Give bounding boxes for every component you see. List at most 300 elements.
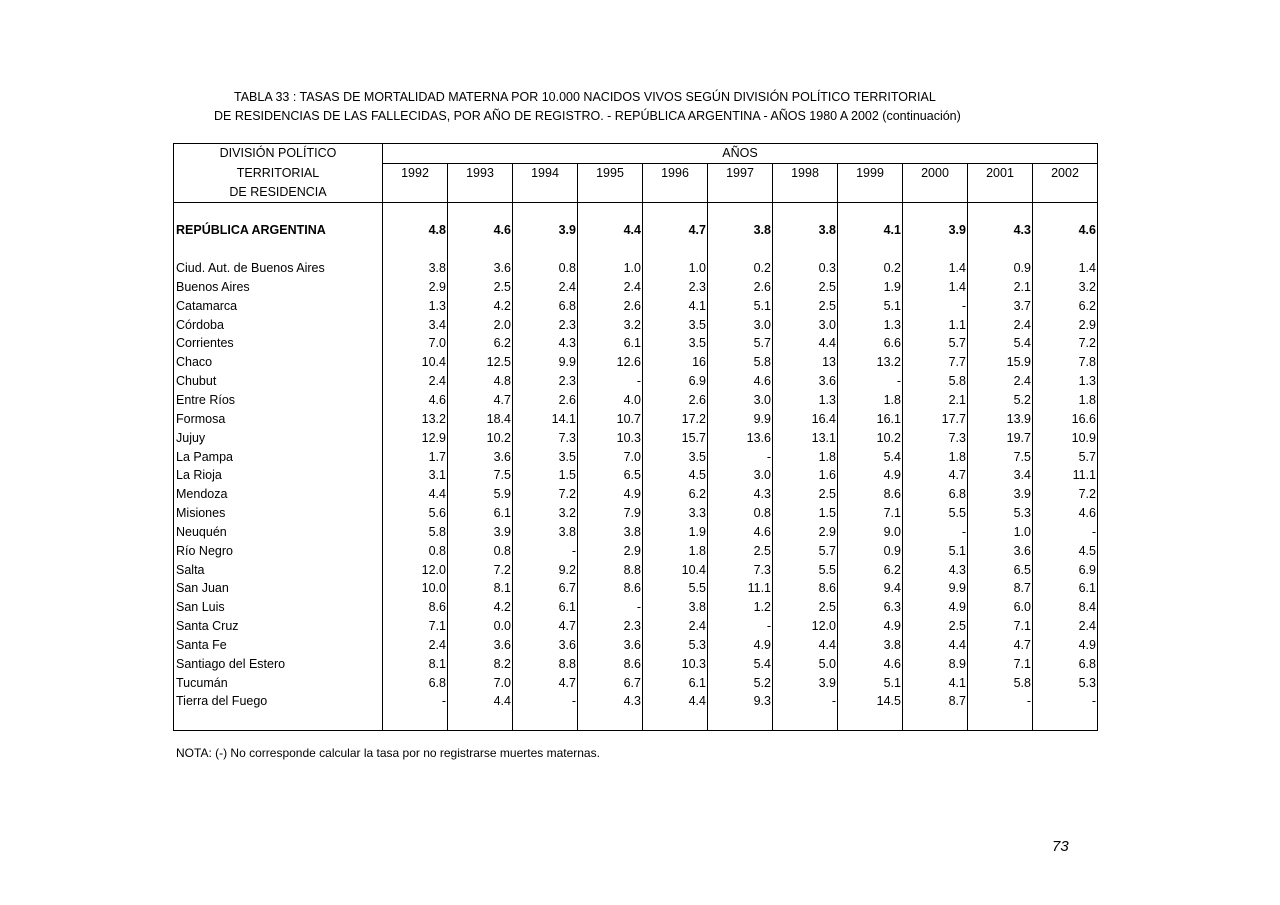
rate-cell: 2.9 [1033, 316, 1098, 335]
total-value: 3.8 [708, 221, 773, 240]
rate-cell: 1.8 [838, 391, 903, 410]
table-row [174, 674, 1098, 693]
rate-cell: 3.6 [448, 448, 513, 467]
spacer-row [174, 202, 1098, 221]
rate-cell: - [708, 448, 773, 467]
rate-cell: - [513, 692, 578, 711]
province-name: Chaco [174, 353, 383, 372]
rate-cell: 4.1 [903, 674, 968, 693]
rate-cell: 8.7 [968, 579, 1033, 598]
total-value: 3.8 [773, 221, 838, 240]
table-row [174, 259, 1098, 278]
rate-cell: 3.9 [773, 674, 838, 693]
rate-cell: 7.5 [968, 448, 1033, 467]
rate-cell: 12.5 [448, 353, 513, 372]
rate-cell: 3.0 [708, 316, 773, 335]
rate-cell: 6.2 [643, 485, 708, 504]
rate-cell: 5.1 [708, 297, 773, 316]
rate-cell: 4.4 [448, 692, 513, 711]
rate-cell: 2.5 [773, 598, 838, 617]
rate-cell: 4.2 [448, 598, 513, 617]
rate-cell: 2.4 [1033, 617, 1098, 636]
rate-cell: 10.2 [838, 429, 903, 448]
rate-cell: 4.9 [903, 598, 968, 617]
rate-cell: 7.0 [578, 448, 643, 467]
rate-cell: 1.5 [513, 466, 578, 485]
rate-cell: 1.8 [643, 542, 708, 561]
rate-cell: 2.6 [643, 391, 708, 410]
table-row [174, 391, 1098, 410]
rate-cell: - [513, 542, 578, 561]
table-row [174, 297, 1098, 316]
rate-cell: 11.1 [708, 579, 773, 598]
rate-cell: 13.6 [708, 429, 773, 448]
year-header: 1996 [643, 163, 708, 182]
table-row [174, 636, 1098, 655]
spacer-row [174, 240, 1098, 259]
rate-cell: 3.2 [513, 504, 578, 523]
province-name: Santiago del Estero [174, 655, 383, 674]
division-header-line-1: DIVISIÓN POLÍTICO [174, 144, 383, 164]
rate-cell: 6.9 [643, 372, 708, 391]
rate-cell: 13.9 [968, 410, 1033, 429]
rate-cell: 6.8 [513, 297, 578, 316]
rate-cell: 8.9 [903, 655, 968, 674]
rate-cell: 2.9 [383, 278, 448, 297]
rate-cell: 2.1 [968, 278, 1033, 297]
rate-cell: 4.7 [968, 636, 1033, 655]
rate-cell: 10.3 [643, 655, 708, 674]
total-value: 4.4 [578, 221, 643, 240]
rate-cell: 7.1 [968, 655, 1033, 674]
table-title [174, 88, 1094, 126]
rate-cell: 5.7 [903, 334, 968, 353]
province-name: Salta [174, 561, 383, 580]
rate-cell: 5.1 [838, 674, 903, 693]
rate-cell: 5.8 [383, 523, 448, 542]
province-name: Santa Cruz [174, 617, 383, 636]
rate-cell: 10.0 [383, 579, 448, 598]
rate-cell: 17.2 [643, 410, 708, 429]
rate-cell: 2.9 [773, 523, 838, 542]
rate-cell: 7.2 [513, 485, 578, 504]
rate-cell: 9.3 [708, 692, 773, 711]
rate-cell: 1.3 [773, 391, 838, 410]
rate-cell: 4.4 [383, 485, 448, 504]
rate-cell: 7.8 [1033, 353, 1098, 372]
rate-cell: 5.8 [708, 353, 773, 372]
rate-cell: 5.3 [643, 636, 708, 655]
rate-cell: 3.0 [708, 391, 773, 410]
rate-cell: 8.1 [383, 655, 448, 674]
rate-cell: 4.4 [643, 692, 708, 711]
province-name: Tierra del Fuego [174, 692, 383, 711]
rate-cell: 2.5 [773, 297, 838, 316]
rate-cell: 7.1 [383, 617, 448, 636]
rate-cell: 1.5 [773, 504, 838, 523]
rate-cell: 2.4 [643, 617, 708, 636]
rate-cell: 1.7 [383, 448, 448, 467]
rate-cell: 2.0 [448, 316, 513, 335]
rate-cell: 11.1 [1033, 466, 1098, 485]
table-row [174, 448, 1098, 467]
rate-cell: 2.5 [448, 278, 513, 297]
rate-cell: 4.6 [708, 372, 773, 391]
rate-cell: 4.6 [1033, 504, 1098, 523]
province-name: Río Negro [174, 542, 383, 561]
rate-cell: 0.8 [448, 542, 513, 561]
rate-cell: 2.3 [578, 617, 643, 636]
total-value: 4.8 [383, 221, 448, 240]
year-header: 1998 [773, 163, 838, 182]
table-row [174, 692, 1098, 711]
province-name: Misiones [174, 504, 383, 523]
province-name: Neuquén [174, 523, 383, 542]
table-row [174, 485, 1098, 504]
year-header: 2001 [968, 163, 1033, 182]
total-value: 4.6 [1033, 221, 1098, 240]
table-row [174, 466, 1098, 485]
rate-cell: 7.9 [578, 504, 643, 523]
table-row [174, 429, 1098, 448]
rate-cell: 5.7 [708, 334, 773, 353]
rate-cell: 3.7 [968, 297, 1033, 316]
rate-cell: - [383, 692, 448, 711]
rate-cell: 7.2 [1033, 485, 1098, 504]
rate-cell: 5.4 [968, 334, 1033, 353]
rate-cell: - [708, 617, 773, 636]
rate-cell: 4.1 [643, 297, 708, 316]
province-name: La Pampa [174, 448, 383, 467]
rate-cell: 3.4 [968, 466, 1033, 485]
rate-cell: 7.3 [903, 429, 968, 448]
table-row [174, 655, 1098, 674]
province-name: Córdoba [174, 316, 383, 335]
rate-cell: 5.4 [838, 448, 903, 467]
rate-cell: 4.9 [578, 485, 643, 504]
rate-cell: 1.0 [968, 523, 1033, 542]
rate-cell: 2.4 [578, 278, 643, 297]
table-row [174, 504, 1098, 523]
rate-cell: 3.0 [708, 466, 773, 485]
rate-cell: 16.6 [1033, 410, 1098, 429]
rate-cell: 6.2 [448, 334, 513, 353]
rate-cell: 13 [773, 353, 838, 372]
rate-cell: 0.8 [708, 504, 773, 523]
rate-cell: 1.0 [578, 259, 643, 278]
rate-cell: 6.8 [383, 674, 448, 693]
rate-cell: 7.2 [448, 561, 513, 580]
rate-cell: 10.7 [578, 410, 643, 429]
rate-cell: 2.5 [903, 617, 968, 636]
rate-cell: 12.0 [773, 617, 838, 636]
rate-cell: 2.6 [578, 297, 643, 316]
year-header: 1992 [383, 163, 448, 182]
rate-cell: 4.4 [773, 334, 838, 353]
rate-cell: 3.9 [448, 523, 513, 542]
rate-cell: 3.5 [643, 448, 708, 467]
rate-cell: 3.8 [643, 598, 708, 617]
rate-cell: 5.0 [773, 655, 838, 674]
rate-cell: 8.6 [578, 579, 643, 598]
rate-cell: 4.8 [448, 372, 513, 391]
table-row [174, 579, 1098, 598]
table-row [174, 561, 1098, 580]
year-header: 1993 [448, 163, 513, 182]
table-row [174, 542, 1098, 561]
rate-cell: 7.5 [448, 466, 513, 485]
rate-cell: 16.4 [773, 410, 838, 429]
rate-cell: 6.9 [1033, 561, 1098, 580]
rate-cell: 5.1 [903, 542, 968, 561]
rate-cell: 3.6 [513, 636, 578, 655]
rate-cell: 10.4 [383, 353, 448, 372]
header-row-1 [174, 144, 1098, 164]
rate-cell: 1.2 [708, 598, 773, 617]
rate-cell: 15.9 [968, 353, 1033, 372]
rate-cell: 16.1 [838, 410, 903, 429]
province-name: Tucumán [174, 674, 383, 693]
rate-cell: 4.3 [513, 334, 578, 353]
rate-cell: - [1033, 692, 1098, 711]
rate-cell: 5.6 [383, 504, 448, 523]
rate-cell: 9.2 [513, 561, 578, 580]
rate-cell: 3.6 [448, 259, 513, 278]
rate-cell: 10.3 [578, 429, 643, 448]
rate-cell: 0.2 [838, 259, 903, 278]
rate-cell: - [773, 692, 838, 711]
rate-cell: 3.2 [578, 316, 643, 335]
rate-cell: 2.3 [513, 316, 578, 335]
rate-cell: 1.3 [1033, 372, 1098, 391]
rate-cell: 6.8 [1033, 655, 1098, 674]
rate-cell: 6.5 [968, 561, 1033, 580]
rate-cell: 5.5 [903, 504, 968, 523]
rate-cell: 4.5 [643, 466, 708, 485]
rate-cell: 5.1 [838, 297, 903, 316]
title-line-1: TABLA 33 : TASAS DE MORTALIDAD MATERNA POR 10.000 NACIDOS VIVOS SEGÚN DIVISIÓN POLÍTICO TERRITORIAL [234, 90, 936, 104]
province-name: San Luis [174, 598, 383, 617]
year-header: 1999 [838, 163, 903, 182]
rate-cell: - [1033, 523, 1098, 542]
rate-cell: 5.3 [968, 504, 1033, 523]
province-name: Corrientes [174, 334, 383, 353]
rate-cell: 12.0 [383, 561, 448, 580]
anos-header: AÑOS [383, 144, 1098, 164]
rate-cell: 1.6 [773, 466, 838, 485]
rate-cell: 1.9 [838, 278, 903, 297]
rate-cell: 0.2 [708, 259, 773, 278]
province-name: Chubut [174, 372, 383, 391]
rate-cell: 1.3 [838, 316, 903, 335]
table-row [174, 523, 1098, 542]
total-value: 3.9 [513, 221, 578, 240]
rate-cell: 2.4 [968, 372, 1033, 391]
rate-cell: 4.5 [1033, 542, 1098, 561]
rate-cell: 4.4 [903, 636, 968, 655]
mortality-table [173, 143, 1098, 731]
rate-cell: 8.6 [838, 485, 903, 504]
rate-cell: 2.1 [903, 391, 968, 410]
rate-cell: 3.1 [383, 466, 448, 485]
rate-cell: - [578, 372, 643, 391]
rate-cell: - [838, 372, 903, 391]
rate-cell: 7.1 [838, 504, 903, 523]
rate-cell: 5.8 [903, 372, 968, 391]
province-name: Formosa [174, 410, 383, 429]
rate-cell: 4.7 [513, 617, 578, 636]
table-row [174, 372, 1098, 391]
rate-cell: 5.5 [773, 561, 838, 580]
rate-cell: 2.4 [383, 636, 448, 655]
rate-cell: 3.5 [643, 334, 708, 353]
rate-cell: 4.0 [578, 391, 643, 410]
table-row [174, 598, 1098, 617]
rate-cell: 8.8 [513, 655, 578, 674]
rate-cell: 18.4 [448, 410, 513, 429]
rate-cell: 3.4 [383, 316, 448, 335]
table-row [174, 617, 1098, 636]
rate-cell: 8.8 [578, 561, 643, 580]
rate-cell: 1.4 [1033, 259, 1098, 278]
rate-cell: 2.4 [513, 278, 578, 297]
rate-cell: - [903, 297, 968, 316]
division-header-line-2: TERRITORIAL [174, 163, 383, 182]
title-line-2: DE RESIDENCIAS DE LAS FALLECIDAS, POR AÑO DE REGISTRO. - REPÚBLICA ARGENTINA - AÑOS 1980 A 2002 (continuación) [214, 109, 961, 123]
rate-cell: 4.7 [513, 674, 578, 693]
table-row [174, 278, 1098, 297]
rate-cell: 9.4 [838, 579, 903, 598]
rate-cell: 1.4 [903, 278, 968, 297]
province-name: Ciud. Aut. de Buenos Aires [174, 259, 383, 278]
rate-cell: 8.4 [1033, 598, 1098, 617]
rate-cell: 4.9 [838, 617, 903, 636]
rate-cell: 8.6 [383, 598, 448, 617]
rate-cell: 0.8 [513, 259, 578, 278]
rate-cell: 6.7 [513, 579, 578, 598]
province-name: Entre Ríos [174, 391, 383, 410]
rate-cell: 5.9 [448, 485, 513, 504]
rate-cell: 5.7 [1033, 448, 1098, 467]
rate-cell: 1.8 [1033, 391, 1098, 410]
rate-cell: 6.1 [643, 674, 708, 693]
rate-cell: 6.2 [1033, 297, 1098, 316]
rate-cell: 15.7 [643, 429, 708, 448]
rate-cell: 6.1 [448, 504, 513, 523]
header-row-3 [174, 183, 1098, 202]
rate-cell: 3.2 [1033, 278, 1098, 297]
rate-cell: 6.7 [578, 674, 643, 693]
rate-cell: 13.1 [773, 429, 838, 448]
rate-cell: 7.0 [383, 334, 448, 353]
rate-cell: 3.8 [513, 523, 578, 542]
rate-cell: 3.6 [578, 636, 643, 655]
rate-cell: 10.9 [1033, 429, 1098, 448]
rate-cell: 0.9 [838, 542, 903, 561]
total-value: 4.3 [968, 221, 1033, 240]
rate-cell: 3.6 [448, 636, 513, 655]
rate-cell: 3.6 [968, 542, 1033, 561]
rate-cell: 0.3 [773, 259, 838, 278]
table-row [174, 353, 1098, 372]
rate-cell: 4.3 [708, 485, 773, 504]
year-header: 2000 [903, 163, 968, 182]
total-value: 4.1 [838, 221, 903, 240]
rate-cell: 4.7 [903, 466, 968, 485]
rate-cell: 6.2 [838, 561, 903, 580]
rate-cell: 6.8 [903, 485, 968, 504]
rate-cell: 19.7 [968, 429, 1033, 448]
rate-cell: 17.7 [903, 410, 968, 429]
rate-cell: 13.2 [383, 410, 448, 429]
spacer-row [174, 711, 1098, 730]
year-header: 1995 [578, 163, 643, 182]
rate-cell: 8.6 [578, 655, 643, 674]
rate-cell: 0.8 [383, 542, 448, 561]
rate-cell: 2.5 [708, 542, 773, 561]
rate-cell: 2.9 [578, 542, 643, 561]
rate-cell: 13.2 [838, 353, 903, 372]
rate-cell: 7.2 [1033, 334, 1098, 353]
rate-cell: 4.6 [838, 655, 903, 674]
rate-cell: 9.9 [513, 353, 578, 372]
rate-cell: 14.5 [838, 692, 903, 711]
province-name: Mendoza [174, 485, 383, 504]
table-row [174, 316, 1098, 335]
rate-cell: 3.3 [643, 504, 708, 523]
rate-cell: 8.1 [448, 579, 513, 598]
rate-cell: 16 [643, 353, 708, 372]
rate-cell: 6.0 [968, 598, 1033, 617]
total-row [174, 221, 1098, 240]
rate-cell: 1.8 [903, 448, 968, 467]
rate-cell: 9.9 [708, 410, 773, 429]
total-name: REPÚBLICA ARGENTINA [174, 221, 383, 240]
rate-cell: 3.5 [643, 316, 708, 335]
rate-cell: 12.6 [578, 353, 643, 372]
table-row [174, 410, 1098, 429]
rate-cell: 3.9 [968, 485, 1033, 504]
rate-cell: 4.3 [903, 561, 968, 580]
rate-cell: 3.5 [513, 448, 578, 467]
rate-cell: 1.1 [903, 316, 968, 335]
rate-cell: 7.7 [903, 353, 968, 372]
rate-cell: 3.8 [383, 259, 448, 278]
rate-cell: 5.5 [643, 579, 708, 598]
rate-cell: 2.4 [383, 372, 448, 391]
rate-cell: 4.9 [1033, 636, 1098, 655]
rate-cell: 7.3 [708, 561, 773, 580]
rate-cell: 2.5 [773, 278, 838, 297]
province-name: La Rioja [174, 466, 383, 485]
rate-cell: 9.9 [903, 579, 968, 598]
rate-cell: 2.6 [708, 278, 773, 297]
rate-cell: 0.0 [448, 617, 513, 636]
rate-cell: 5.4 [708, 655, 773, 674]
rate-cell: - [968, 692, 1033, 711]
rate-cell: 8.7 [903, 692, 968, 711]
rate-cell: - [903, 523, 968, 542]
header-row-2 [174, 163, 1098, 182]
rate-cell: 3.8 [578, 523, 643, 542]
province-name: Catamarca [174, 297, 383, 316]
year-header: 1997 [708, 163, 773, 182]
rate-cell: 4.6 [708, 523, 773, 542]
total-value: 4.7 [643, 221, 708, 240]
rate-cell: 2.3 [643, 278, 708, 297]
rate-cell: 4.9 [708, 636, 773, 655]
rate-cell: 1.9 [643, 523, 708, 542]
